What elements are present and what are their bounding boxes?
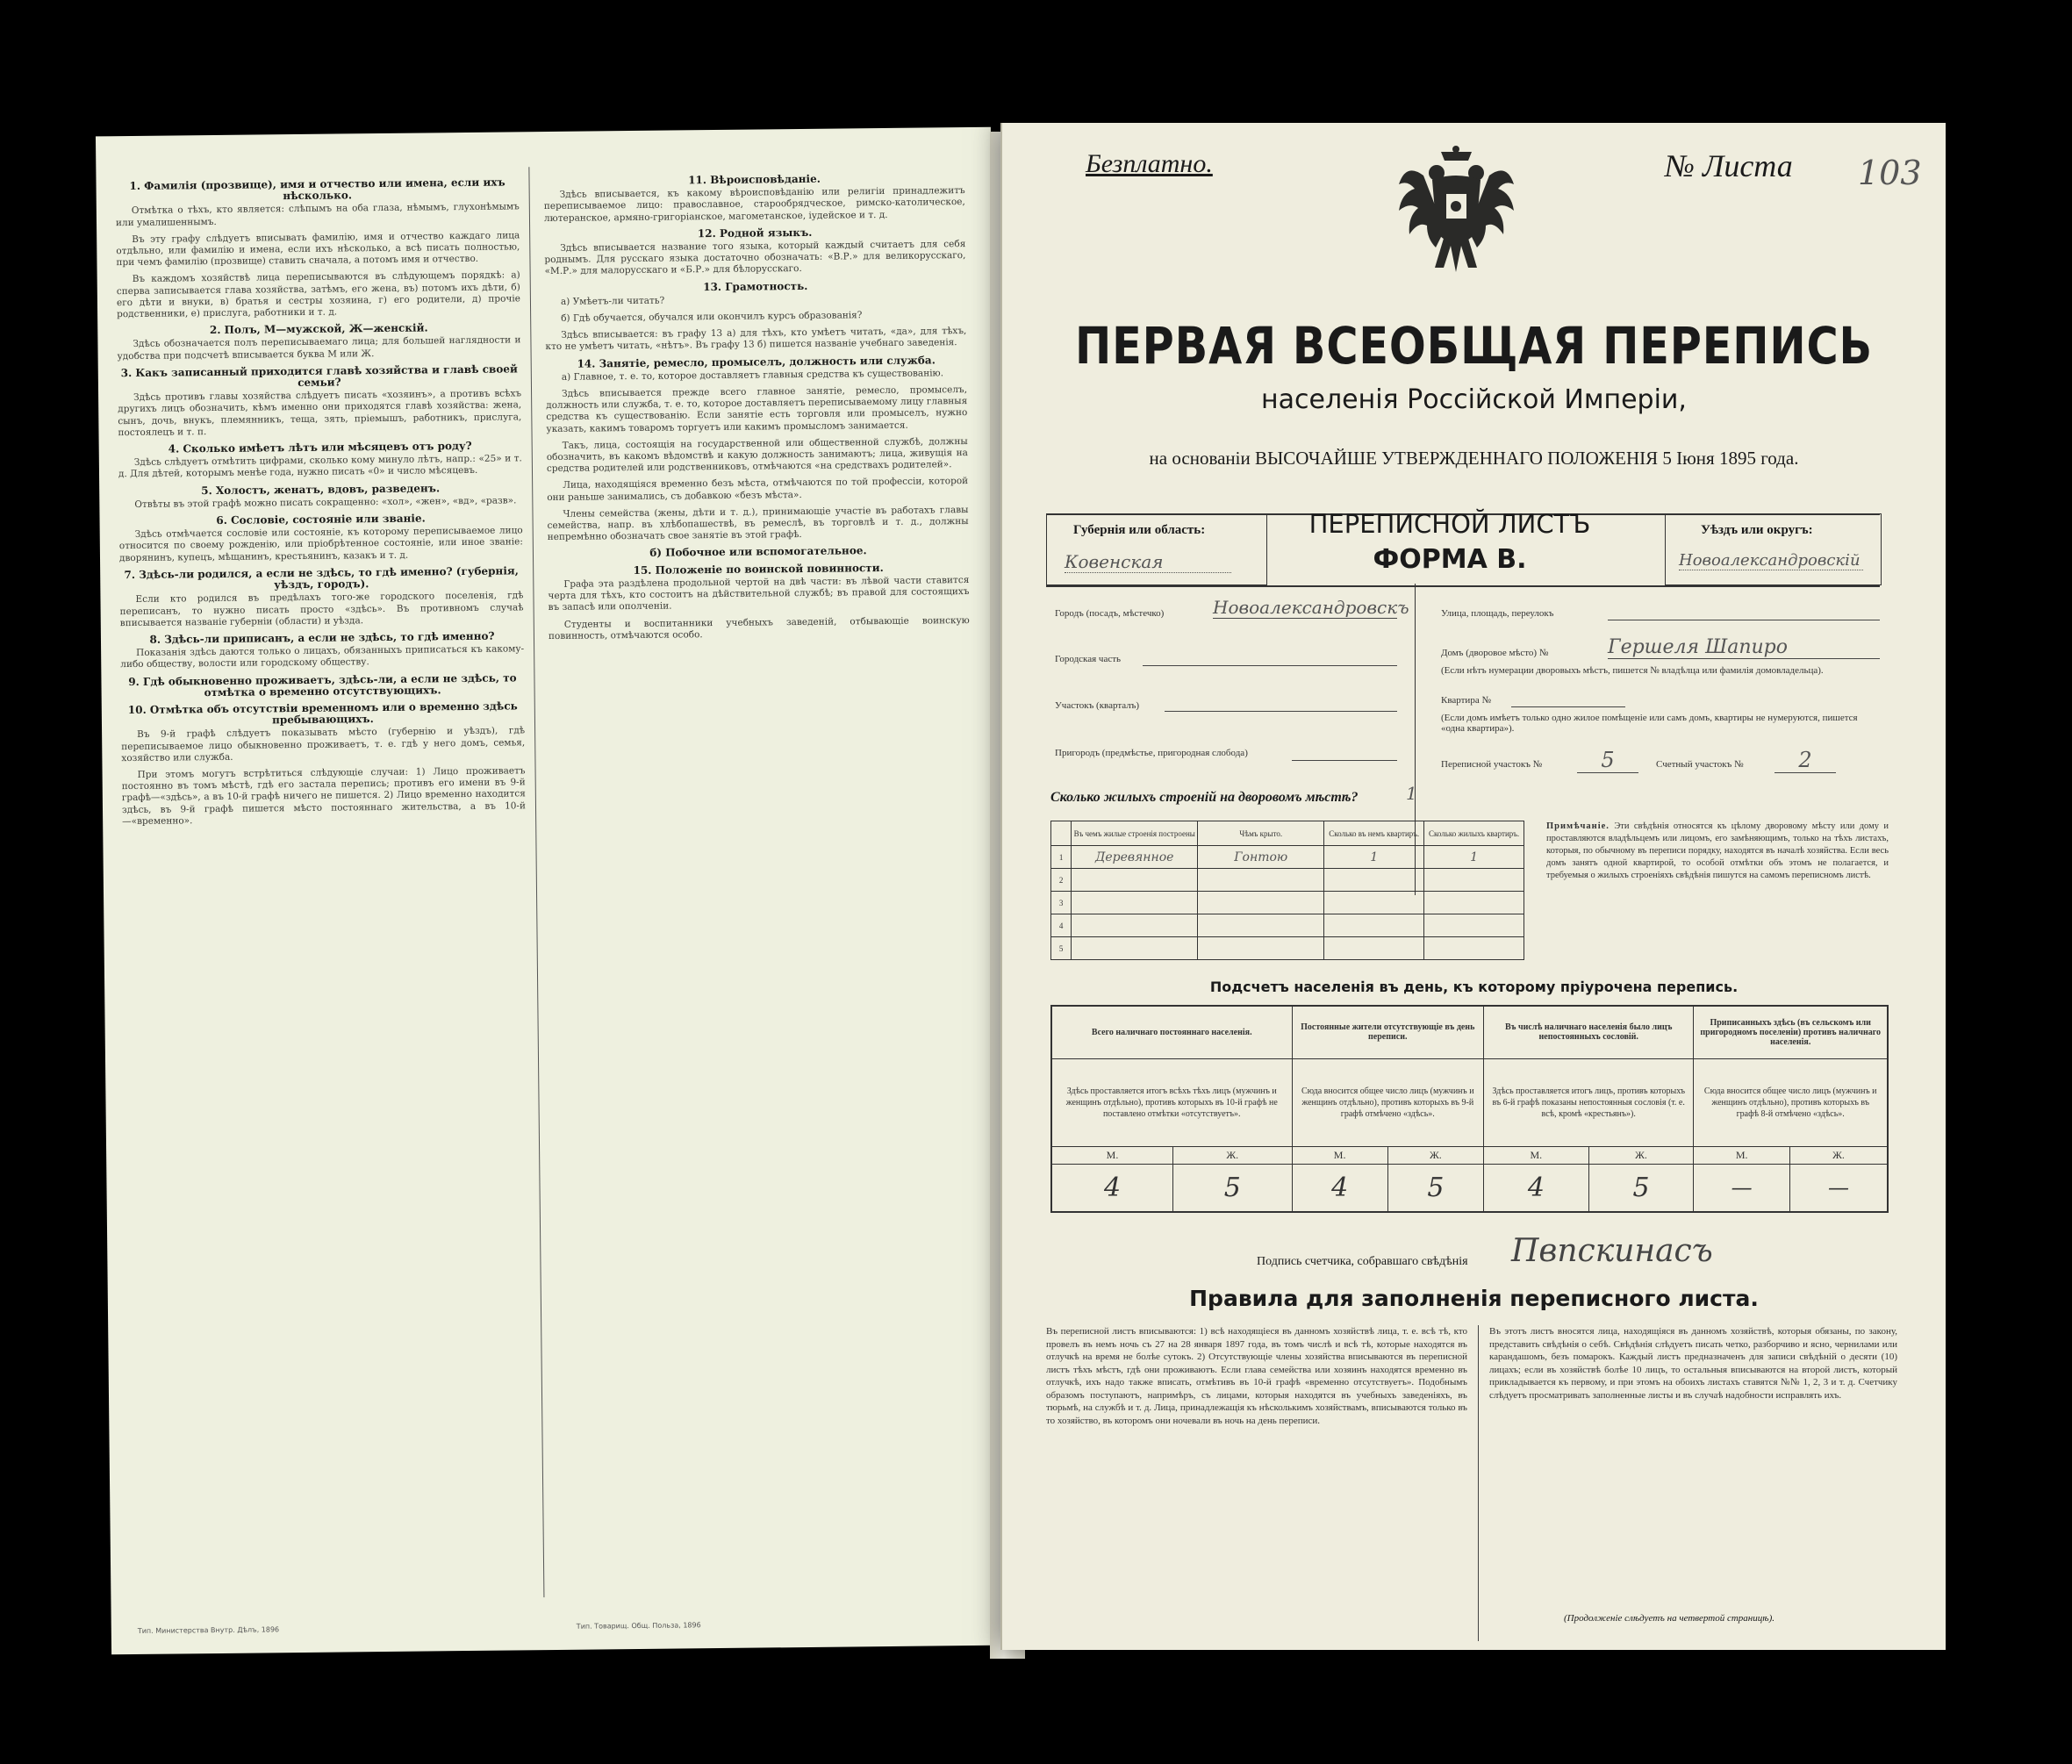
female-label: Ж.: [1173, 1146, 1293, 1164]
province-label: Губернія или область:: [1073, 523, 1206, 537]
dwellings-col-header: Сколько жилыхъ квартиръ.: [1424, 821, 1524, 846]
left-column-1: [115, 171, 534, 1602]
note-title: Примѣчаніе.: [1546, 821, 1610, 831]
left-column-2: [543, 167, 979, 1597]
district-box: [1665, 513, 1882, 585]
rules-column-2: Въ этотъ листъ вносятся лица, находящіяся въ данномъ хозяйствѣ, которыя обязаны, по закону, представить свѣдѣнія о себѣ. Свѣдѣнія слѣдуетъ писать четко, разборчиво и ясно, чернилами или карандашомъ, безъ помарокъ. Каждый листъ предназначенъ для записи свѣдѣній о десяти (10) лицахъ; если въ хозяйствѣ болѣе 10 лицъ, то остальныя вписываются на второй листъ, который прикладывается къ первому, и при этомъ на обоихъ листахъ ставятся №№ 1, 2, 3 и т. д. Счетчику слѣдуетъ просматривать заполненные листы и въ случаѣ надобности исправлять ихъ.: [1489, 1326, 1897, 1401]
table-cell: Деревянное: [1072, 846, 1198, 869]
section-text: Здѣсь вписывается название того языка, который каждый считаетъ для себя роднымъ. Для русскаго языка достаточно обозначать: «В.Р.» для великорусскаго, «М.Р.» для малорусскаго и «Б.Р.» для бѣлорусскаго.: [544, 239, 966, 277]
section-heading-4: 4. Сколько имѣетъ лѣтъ или мѣсяцевъ отъ роду?: [168, 439, 472, 455]
city-value: Новоалександровскъ: [1213, 597, 1409, 618]
summary-title: Подсчетъ населенія въ день, къ которому пріурочена перепись.: [1209, 979, 1739, 995]
form-subtitle: ФОРМА В.: [1373, 544, 1527, 575]
section-heading-10: 10. Отмѣтка объ отсутствіи временномъ или о временно здѣсь пребывающихъ.: [127, 699, 518, 727]
summary-desc: Здѣсь проставляется итогъ лицъ, противъ которыхъ въ 6-й графѣ показаны непостоянныя сословія (т. е. всѣ, кромѣ «крестьянъ»).: [1484, 1058, 1694, 1146]
section-text: Члены семейства (жены, дѣти и т. д.), принимающіе участіе въ работахъ главы семейства, напр. въ хлѣбопашествѣ, въ ремеслѣ, въ торговлѣ и т. д., должны непремѣнно обозначать свое занятіе въ этой графѣ.: [547, 504, 969, 543]
summary-col-header: Въ числѣ наличнаго населенія было лицъ непостоянныхъ сословій.: [1484, 1006, 1694, 1058]
table-cell: 1: [1324, 846, 1424, 869]
female-label: Ж.: [1387, 1146, 1483, 1164]
section-text: Если кто родился въ предѣлахъ того-же городского поселенія, гдѣ переписанъ, то нужно писать просто «здѣсь». Въ противномъ случаѣ вписывается названіе губерніи (области) и уѣзда.: [119, 590, 524, 628]
left-page: [96, 127, 1007, 1655]
section-text: Здѣсь вписывается: въ графу 13 а) для тѣхъ, кто умѣетъ читать, «да», для тѣхъ, кто не умѣетъ читать, «нѣтъ». Въ графу 13 б) пишется названіе учебнаго заведенія.: [545, 326, 967, 353]
section-text: Здѣсь вписывается прежде всего главное занятіе, ремесло, промыселъ, должность или служба, т. е. то, которое доставляетъ переписываемому лицу главныя средства къ существованію. Если занятіе есть торговля или промыселъ, нужно указать, какимъ товаромъ торгуетъ или какимъ промысломъ занимается.: [546, 384, 968, 434]
city-part-label: Городская часть: [1055, 654, 1122, 664]
count-area-value: 2: [1774, 748, 1836, 773]
summary-desc: Сюда вносится общее число лицъ (мужчинъ и женщинъ отдѣльно), противъ которыхъ въ графѣ 8-й отмѣчено «здѣсь».: [1694, 1058, 1888, 1146]
male-label: М.: [1292, 1146, 1387, 1164]
continued-note: (Продолженіе слѣдуетъ на четвертой страницѣ).: [1564, 1613, 1774, 1624]
section-heading-12: 12. Родной языкъ.: [697, 226, 813, 240]
table-row: [1051, 937, 1524, 960]
page-title: ПЕРВАЯ ВСЕОБЩАЯ ПЕРЕПИСЬ: [1075, 316, 1873, 376]
male-label: М.: [1694, 1146, 1789, 1164]
summary-value: —: [1789, 1164, 1888, 1212]
suburb-label: Пригородъ (предмѣстье, пригородная слобода): [1055, 748, 1248, 758]
flat-line: [1511, 706, 1625, 707]
summary-value: —: [1694, 1164, 1789, 1212]
summary-col-header: Приписанныхъ здѣсь (въ сельскомъ или пригородномъ поселеніи) противъ наличнаго населенія.: [1694, 1006, 1888, 1058]
section-text: Отмѣтка о тѣхъ, кто является: слѣпымъ на оба глаза, нѣмымъ, глухонѣмымъ или умалишеннымъ.: [115, 201, 520, 228]
house-value: Гершеля Шапиро: [1608, 636, 1880, 659]
summary-value: 5: [1588, 1164, 1694, 1212]
house-note: (Если нѣтъ нумерации дворовыхъ мѣстъ, пишется № владѣлца или фамилія домовладельца).: [1441, 665, 1824, 676]
dwellings-value: 1: [1406, 783, 1417, 804]
sheet-number-label: № Листа: [1665, 148, 1793, 183]
rules-column-1: Въ переписной листъ вписываются: 1) всѣ находящіеся въ данномъ хозяйствѣ лица, т. е. всѣ тѣ, кто провелъ въ немъ ночь съ 27 на 28 января 1897 года, въ томъ числѣ и всѣ тѣ, которые находятся въ отлучкѣ на время не болѣе сутокъ. 2) Отсутствующіе члены хозяйства вписываются въ переписной листъ тѣхъ мѣстъ, гдѣ они проживаютъ. Если глава семейства или хозяинъ находятся временно въ отлучкѣ, ихъ надо также вписать, отмѣтивъ въ 10-й графѣ «временно отсутствуетъ». Подобнымъ образомъ поступаютъ, напримѣръ, съ лицами, которыя находятся въ учебныхъ заведеніяхъ, въ тюрьмѣ, на службѣ и т. д. Лица, принадлежащія къ нѣсколькимъ хозяйствамъ, вписываются только въ то хозяйство, въ которомъ они ночевали въ ночь на день переписи.: [1046, 1326, 1467, 1426]
female-label: Ж.: [1588, 1146, 1694, 1164]
male-label: М.: [1484, 1146, 1589, 1164]
district-value: Новоалександровскій: [1679, 551, 1863, 570]
row-number: 3: [1051, 892, 1072, 914]
rules-title: Правила для заполненія переписного листа.: [1189, 1286, 1759, 1311]
table-row: [1051, 869, 1524, 892]
table-row: [1051, 892, 1524, 914]
section-heading-8: 8. Здѣсь-ли приписанъ, а если не здѣсь, то гдѣ именно?: [149, 629, 495, 646]
table-row: [1051, 846, 1524, 869]
province-box: [1046, 513, 1267, 585]
section-text: Здѣсь противъ главы хозяйства слѣдуетъ писать «хозяинъ», а противъ всѣхъ другихъ лицъ обозначить, кѣмъ именно они приходятся главѣ хозяйства: жена, сынъ, дочь, внукъ, племянникъ, теща, зять, пріемышъ, работникъ, прислуга, постоялецъ и т. п.: [118, 388, 522, 438]
section-text: При этомъ могутъ встрѣтиться слѣдующіе случаи: 1) Лицо проживаетъ постоянно въ томъ мѣстѣ, гдѣ его застала перепись; противъ его имени въ 9-й графѣ—«здѣсь», а въ 10-й графѣ ничего не пишется. 2) Лицо временно находится здѣсь, въ 9-й графѣ пишется мѣсто постояннаго жительства, а въ 10-й—«временно».: [121, 765, 527, 827]
summary-value: 4: [1051, 1164, 1173, 1212]
dwellings-note: [1546, 821, 1889, 882]
row-number: 5: [1051, 937, 1072, 960]
section-label: Участокъ (кварталъ): [1055, 700, 1140, 711]
section-heading-14: 14. Занятіе, ремесло, промыселъ, должность или служба.: [577, 354, 936, 370]
section-text: Въ эту графу слѣдуетъ вписывать фамилію, имя и отчество каждаго лица отдѣльно, или фамилію и имена, если ихъ нѣсколько, а всѣ писать полностью, при чемъ фамилію (прозвище) ставить сначала, а потомъ имя и отчество.: [116, 230, 520, 269]
sheet-number-value: 103: [1858, 154, 1922, 192]
province-value: Ковенская: [1065, 551, 1231, 573]
table-row: [1051, 914, 1524, 937]
section-heading-1: 1. Фамилія (прозвище), имя и отчество или имена, если ихъ нѣсколько.: [129, 176, 505, 203]
summary-desc: Сюда вносится общее число лицъ (мужчинъ и женщинъ отдѣльно), противъ которыхъ въ 9-й графѣ отмѣчено «здѣсь».: [1292, 1058, 1484, 1146]
section-text: Графа эта раздѣлена продольной чертой на двѣ части: въ лѣвой части ставится черта для тѣхъ, кто состоитъ на дѣйствительной службѣ; въ правой для состоящихъ въ запасѣ или ополченіи.: [548, 574, 970, 613]
house-label: Домъ (дворовое мѣсто) №: [1441, 648, 1549, 658]
note-text: Эти свѣдѣнія относятся къ цѣлому дворовому мѣсту или дому и проставляются владѣльцемъ или лицомъ, его замѣняющимъ, только на тѣхъ листахъ, которыя, по обычному въ переписи порядку, находятся въ началѣ хозяйства. Если весь домъ занятъ одной квартирой, то особой отмѣтки объ этомъ не полагается, и требуемыя о жилыхъ строеніяхъ свѣдѣнія пишутся на самомъ переписномъ листѣ.: [1546, 821, 1889, 880]
female-label: Ж.: [1789, 1146, 1888, 1164]
section-heading-3: 3. Какъ записанный приходится главѣ хозяйства и главѣ своей семьи?: [120, 362, 518, 390]
city-part-line: [1143, 665, 1397, 666]
city-label: Городъ (посадъ, мѣстечко): [1055, 608, 1165, 619]
summary-value: 5: [1173, 1164, 1293, 1212]
signature-value: Пвпскинасъ: [1511, 1233, 1713, 1269]
census-area-value: 5: [1577, 748, 1638, 773]
row-number: 2: [1051, 869, 1072, 892]
section-text: б) Гдѣ обучается, обучался или окончилъ курсъ образованія?: [561, 310, 863, 324]
dwellings-col-header: Въ чемъ жилые строенія построены: [1072, 821, 1198, 846]
census-area-label: Переписной участокъ №: [1441, 759, 1543, 770]
section-heading-14b: б) Побочное или вспомогательное.: [649, 544, 867, 560]
table-cell: Гонтою: [1198, 846, 1324, 869]
summary-desc: Здѣсь проставляется итогъ всѣхъ тѣхъ лицъ (мужчинъ и женщинъ отдѣльно), противъ которыхъ въ 10-й графѣ не поставлено отмѣтки «отсутствуетъ».: [1051, 1058, 1292, 1146]
section-text: Здѣсь обозначается полъ переписываемаго лица; для большей наглядности и удобства при подсчетѣ вписывается буква М или Ж.: [117, 334, 521, 362]
dwellings-col-header: Чѣмъ крыто.: [1198, 821, 1324, 846]
dwellings-table: [1050, 821, 1524, 960]
section-text: Такъ, лица, состоящія на государственной или общественной службѣ, должны обозначить, въ какомъ вѣдомствѣ и какую должность занимаютъ; лица, живущія на средства родителей или родственниковъ, отмѣчаются «на средствахъ родителей».: [546, 435, 968, 475]
section-heading-2: 2. Полъ, М—мужской, Ж—женскій.: [209, 321, 428, 337]
section-heading-13: 13. Грамотность.: [703, 279, 808, 293]
summary-col-header: Всего наличнаго постояннаго населенія.: [1051, 1006, 1292, 1058]
suburb-line: [1292, 760, 1397, 761]
section-text: Студенты и воспитанники учебныхъ заведеній, отбывающіе воинскую повинность, отмѣчаются особо.: [548, 614, 970, 642]
section-heading-11: 11. Вѣроисповѣданіе.: [688, 172, 821, 187]
section-heading-6: 6. Сословіе, состояніе или званіе.: [216, 512, 426, 527]
section-text: Въ каждомъ хозяйствѣ лица переписываются въ слѣдующемъ порядкѣ: а) сперва записывается глава хозяйства, затѣмъ, его жена, въ) потомъ ихъ дѣти, б) его дѣти и внуки, в) братья и сестры хозяина, г) его родители, д) прочіе родственники, е) прислуга, работники и т. д.: [116, 269, 520, 320]
printer-imprint-left: Тип. Министерства Внутр. Дѣлъ, 1896: [137, 1625, 280, 1635]
page-subtitle: населенія Россійской Имперіи,: [1261, 384, 1687, 415]
section-heading-7: 7. Здѣсь-ли родился, а если не здѣсь, то гдѣ именно? (губернія, уѣздъ, городъ).: [124, 564, 519, 592]
summary-table: [1050, 1005, 1889, 1213]
section-heading-9: 9. Гдѣ обыкновенно проживаетъ, здѣсь-ли, а если не здѣсь, то отмѣтка о временно отсутствующихъ.: [128, 670, 517, 699]
street-label: Улица, площадь, переулокъ: [1441, 608, 1554, 619]
count-area-label: Счетный участокъ №: [1656, 759, 1744, 770]
free-label: Безплатно.: [1086, 149, 1213, 178]
flat-label: Квартира №: [1441, 695, 1491, 706]
table-cell: 1: [1424, 846, 1524, 869]
legal-basis: на основаніи ВЫСОЧАЙШЕ УТВЕРЖДЕННАГО ПОЛОЖЕНІЯ 5 Іюня 1895 года.: [1149, 448, 1799, 469]
form-title: ПЕРЕПИСНОЙ ЛИСТЪ: [1308, 509, 1591, 539]
section-text: Здѣсь отмѣчается сословіе или состояніе, къ которому переписываемое лицо относится по своему рожденію, или пріобрѣтенное состояніе, или иное званіе: дворянинъ, купецъ, мѣщанинъ, крестьянинъ, казакъ и т. д.: [118, 525, 523, 563]
section-text: Показанія здѣсь даются только о лицахъ, обязанныхъ приписаться къ какому-либо обществу, волости или городскому обществу.: [120, 643, 525, 670]
summary-value: 5: [1387, 1164, 1483, 1212]
row-number: 1: [1051, 846, 1072, 869]
row-number: 4: [1051, 914, 1072, 937]
rules-divider: [1478, 1325, 1479, 1641]
double-headed-eagle-emblem-icon: [1397, 145, 1516, 281]
section-line: [1165, 711, 1397, 712]
section-text: Здѣсь слѣдуетъ отмѣтить цифрами, сколько кому минуло лѣтъ, напр.: «25» и т. д. Для дѣтей, которымъ менѣе года, нужно писать «0» и число мѣсяцевъ.: [118, 453, 522, 480]
signature-label: Подпись счетчика, собравшаго свѣдѣнія: [1257, 1255, 1468, 1268]
section-heading-15: 15. Положеніе по воинской повинности.: [633, 561, 884, 577]
right-page: [1000, 123, 1946, 1650]
summary-value: 4: [1292, 1164, 1387, 1212]
flat-note: (Если домъ имѣетъ только одно жилое помѣщеніе или самъ домъ, квартиры не нумеруются, пишется «одна квартира»).: [1441, 713, 1858, 734]
section-text: Отвѣты въ этой графѣ можно писать сокращенно: «хол», «жен», «вд», «разв».: [134, 495, 517, 510]
section-text: Здѣсь вписывается, къ какому вѣроисповѣданію или религіи принадлежитъ переписываемое лицо: православное, старообрядческое, римско-католическое, лютеранское, армяно-григоріанское, магометанское, іудейское и т. д.: [543, 185, 965, 224]
section-text: а) Умѣетъ-ли читать?: [560, 295, 665, 307]
section-text: Въ 9-й графѣ слѣдуетъ показывать мѣсто (губернію и уѣздъ), гдѣ переписываемое лицо обыкновенно проживаетъ, т. е. гдѣ у него домъ, семья, хозяйство или служба.: [121, 725, 526, 764]
section-heading-5: 5. Холостъ, женатъ, вдовъ, разведенъ.: [201, 481, 441, 497]
summary-col-header: Постоянные жители отсутствующіе въ день переписи.: [1292, 1006, 1484, 1058]
section-text: а) Главное, т. е. то, которое доставляетъ главныя средства къ существованію.: [561, 368, 944, 383]
summary-value: 4: [1484, 1164, 1589, 1212]
printer-imprint-right: Тип. Товарищ. Общ. Польза, 1896: [576, 1621, 701, 1631]
district-label: Уѣздъ или округъ:: [1701, 523, 1813, 537]
section-text: Лица, находящіяся временно безъ мѣста, отмѣчаются по той профессіи, которой они раньше занимались, съ добавкою «безъ мѣста».: [547, 476, 969, 503]
dwellings-label: Сколько жилыхъ строеній на дворовомъ мѣстѣ?: [1050, 790, 1359, 805]
male-label: М.: [1051, 1146, 1173, 1164]
dwellings-col-header: Сколько въ немъ квартиръ.: [1324, 821, 1424, 846]
